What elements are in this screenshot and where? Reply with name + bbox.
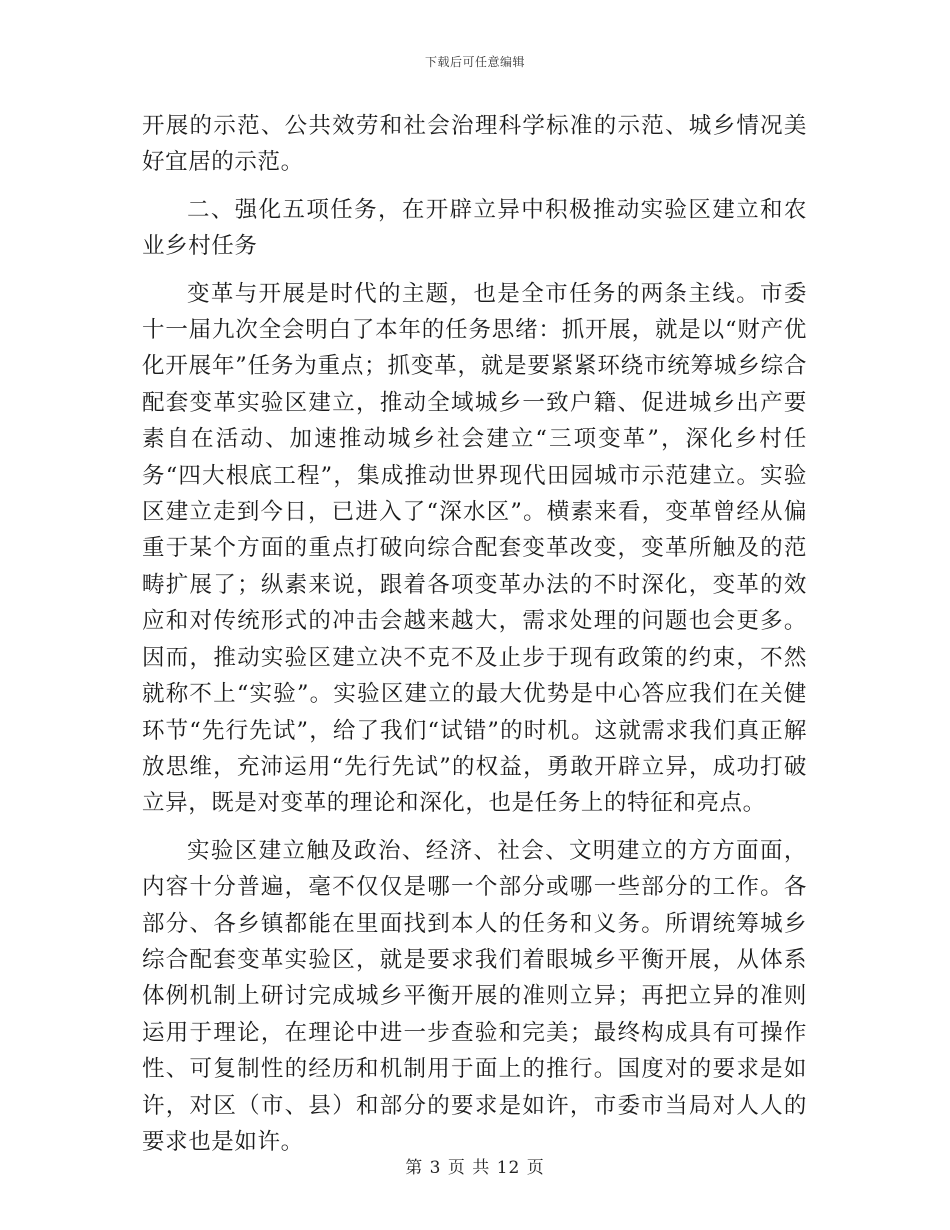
paragraph-continuation: 开展的示范、公共效劳和社会治理科学标准的示范、城乡情况美好宜居的示范。 — [142, 113, 807, 176]
page-header: 下载后可任意编辑 — [424, 55, 525, 69]
paragraph: 变革与开展是时代的主题，也是全市任务的两条主线。市委十一届九次全会明白了本年的任务思绪：抓开展，就是以“财产优化开展年”任务为重点；抓变革，就是要紧紧环绕市统筹城乡综合配套变革实验区建立，推动全域城乡一致户籍、促进城乡出产要素自在活动、加速推动城乡社会建立“三项变革”，深化乡村任务“四大根底工程”，集成推动世界现代田园城市示范建立。实验区建立走到今日，已进入了“深水区”。横素来看，变革曾经从偏重于某个方面的重点打破向综合配套变革改变，变革所触及的范畴扩展了；纵素来说，跟着各项变革办法的不时深化，变革的效应和对传统形式的冲击会越来越大，需求处理的问题也会更多。因而，推动实验区建立决不克不及止步于现有政策的约束，不然就称不上“实验”。实验区建立的最大优势是中心答应我们在关健环节“先行先试”，给了我们“试错”的时机。这就需求我们真正解放思维，充沛运用“先行先试”的权益，勇敢开辟立异，成功打破立异，既是对变革的理论和深化，也是任务上的特征和亮点。 — [142, 280, 807, 817]
document-body — [142, 108, 807, 1160]
page-number-footer: 第 3 页 共 12 页 — [405, 1158, 545, 1178]
paragraph: 实验区建立触及政治、经济、社会、文明建立的方方面面，内容十分普遍，毫不仅仅是哪一个部分或哪一些部分的工作。各部分、各乡镇都能在里面找到本人的任务和义务。所谓统筹城乡综合配套变革实验区，就是要求我们着眼城乡平衡开展，从体系体例机制上研讨完成城乡平衡开展的准则立异；再把立异的准则运用于理论，在理论中进一步查验和完美；最终构成具有可操作性、可复制性的经历和机制用于面上的推行。国度对的要求是如许，对区（市、县）和部分的要求是如许，市委市当局对人人的要求也是如许。 — [142, 837, 807, 1155]
section-heading: 二、强化五项任务，在开辟立异中积极推动实验区建立和农业乡村任务 — [142, 196, 807, 260]
